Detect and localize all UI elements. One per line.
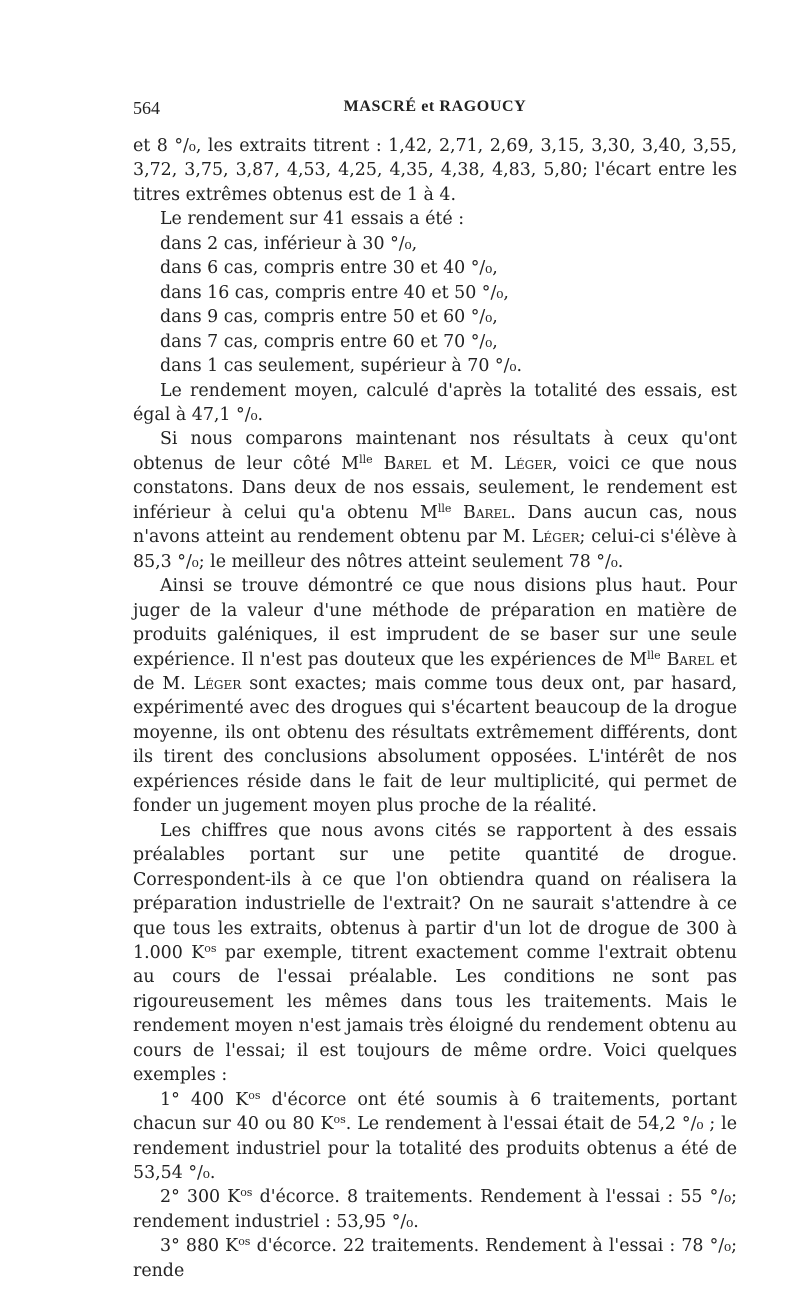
author-barel: Barel xyxy=(383,453,431,474)
list-item: dans 6 cas, compris entre 30 et 40 °/₀, xyxy=(160,258,498,279)
paragraph-titres: et 8 °/₀, les extraits titrent : 1,42, 2,71, 2,69, 3,15, 3,30, 3,40, 3,55, 3,72, 3,75, 3,87, 4,53, 4,25, 4,35, 4,38, 4,83, 5,80; l'écart entre les titres extrêmes obtenus est de 1 à 4. xyxy=(133,136,737,205)
list-item: dans 7 cas, compris entre 60 et 70 °/₀, xyxy=(160,331,498,352)
paragraph-exemple-3: 3° 880 $K^{os}$ d'écorce. 22 traitements. Rendement à l'essai : 78 °/₀; rende xyxy=(133,1235,737,1281)
paragraph-chiffres: Les chiffres que nous avons cités se rapportent à des essais préalables portant sur une petite quantité de drogue. Correspondent-ils à ce que l'on obtiendra quand on réalisera la préparation industrielle de l'extrait? On ne saurait s'attendre à ce que tous les extraits, obtenus à partir d'un lot de drogue de 300 à 1.000 $K^{os}$ par exemple, titrent exactement comme l'extrait obtenu au cours de l'essai préalable. Les conditions ne sont pas rigoureusement les mêmes dans tous les traitements. Mais le rendement moyen n'est jamais très éloigné du rendement obtenu au cours de l'essai; il est toujours de même ordre. Voici quelques exemples : xyxy=(133,820,737,1086)
paragraph-demonstration: Ainsi se trouve démontré ce que nous disions plus haut. Pour juger de la valeur d'une méthode de préparation en matière de produits galéniques, il est imprudent de se baser sur une seule expérience. Il n'est pas douteux que les expériences de $M^{lle}$ Barel et de M. Léger sont exactes; mais comme tous deux ont, par hasard, expérimenté avec des drogues qui s'écartent beaucoup de la drogue moyenne, ils ont obtenu des résultats extrêmement différents, dont ils tirent des conclusions absolument opposées. L'intérêt de nos expériences réside dans le fait de leur multiplicité, qui permet de fonder un jugement moyen plus proche de la réalité. xyxy=(133,576,737,817)
author-leger: Léger xyxy=(504,453,553,474)
paragraph-comparaison: Si nous comparons maintenant nos résultats à ceux qu'ont obtenus de leur côté $M^{lle}$ Barel et M. Léger, voici ce que nous constatons. Dans deux de nos essais, seulement, le rendement est inférieur à celui qu'a obtenu $M^{lle}$ Barel. Dans aucun cas, nous n'avons atteint au rendement obtenu par M. Léger; celui-ci s'élève à 85,3 °/₀; le meilleur des nôtres atteint seulement 78 °/₀. xyxy=(133,429,738,572)
list-item: dans 2 cas, inférieur à 30 °/₀, xyxy=(160,233,418,254)
paragraph-rendement-moyen: Le rendement moyen, calculé d'après la totalité des essais, est égal à 47,1 °/₀. xyxy=(133,380,737,425)
list-item: dans 9 cas, compris entre 50 et 60 °/₀, xyxy=(160,307,498,328)
list-item: dans 1 cas seulement, supérieur à 70 °/₀. xyxy=(160,356,522,377)
body-text xyxy=(133,134,737,1283)
running-head: MASCRÉ et RAGOUCY xyxy=(343,98,527,115)
paragraph-exemple-1: 1° 400 $K^{os}$ d'écorce ont été soumis à 6 traitements, portant chacun sur 40 ou 80 $K^{os}$. Le rendement à l'essai était de 54,2 °/₀ ; le rendement industriel pour la totalité des produits obtenus a été de 53,54 °/₀. xyxy=(133,1088,737,1184)
list-item: dans 16 cas, compris entre 40 et 50 °/₀, xyxy=(160,282,509,303)
paragraph-rendement-intro: Le rendement sur 41 essais a été : xyxy=(160,209,465,230)
paragraph-exemple-2: 2° 300 $K^{os}$ d'écorce. 8 traitements. Rendement à l'essai : 55 °/₀; rendement industriel : 53,95 °/₀. xyxy=(133,1186,737,1232)
page-number: 564 xyxy=(133,98,160,118)
page-header xyxy=(133,98,737,122)
